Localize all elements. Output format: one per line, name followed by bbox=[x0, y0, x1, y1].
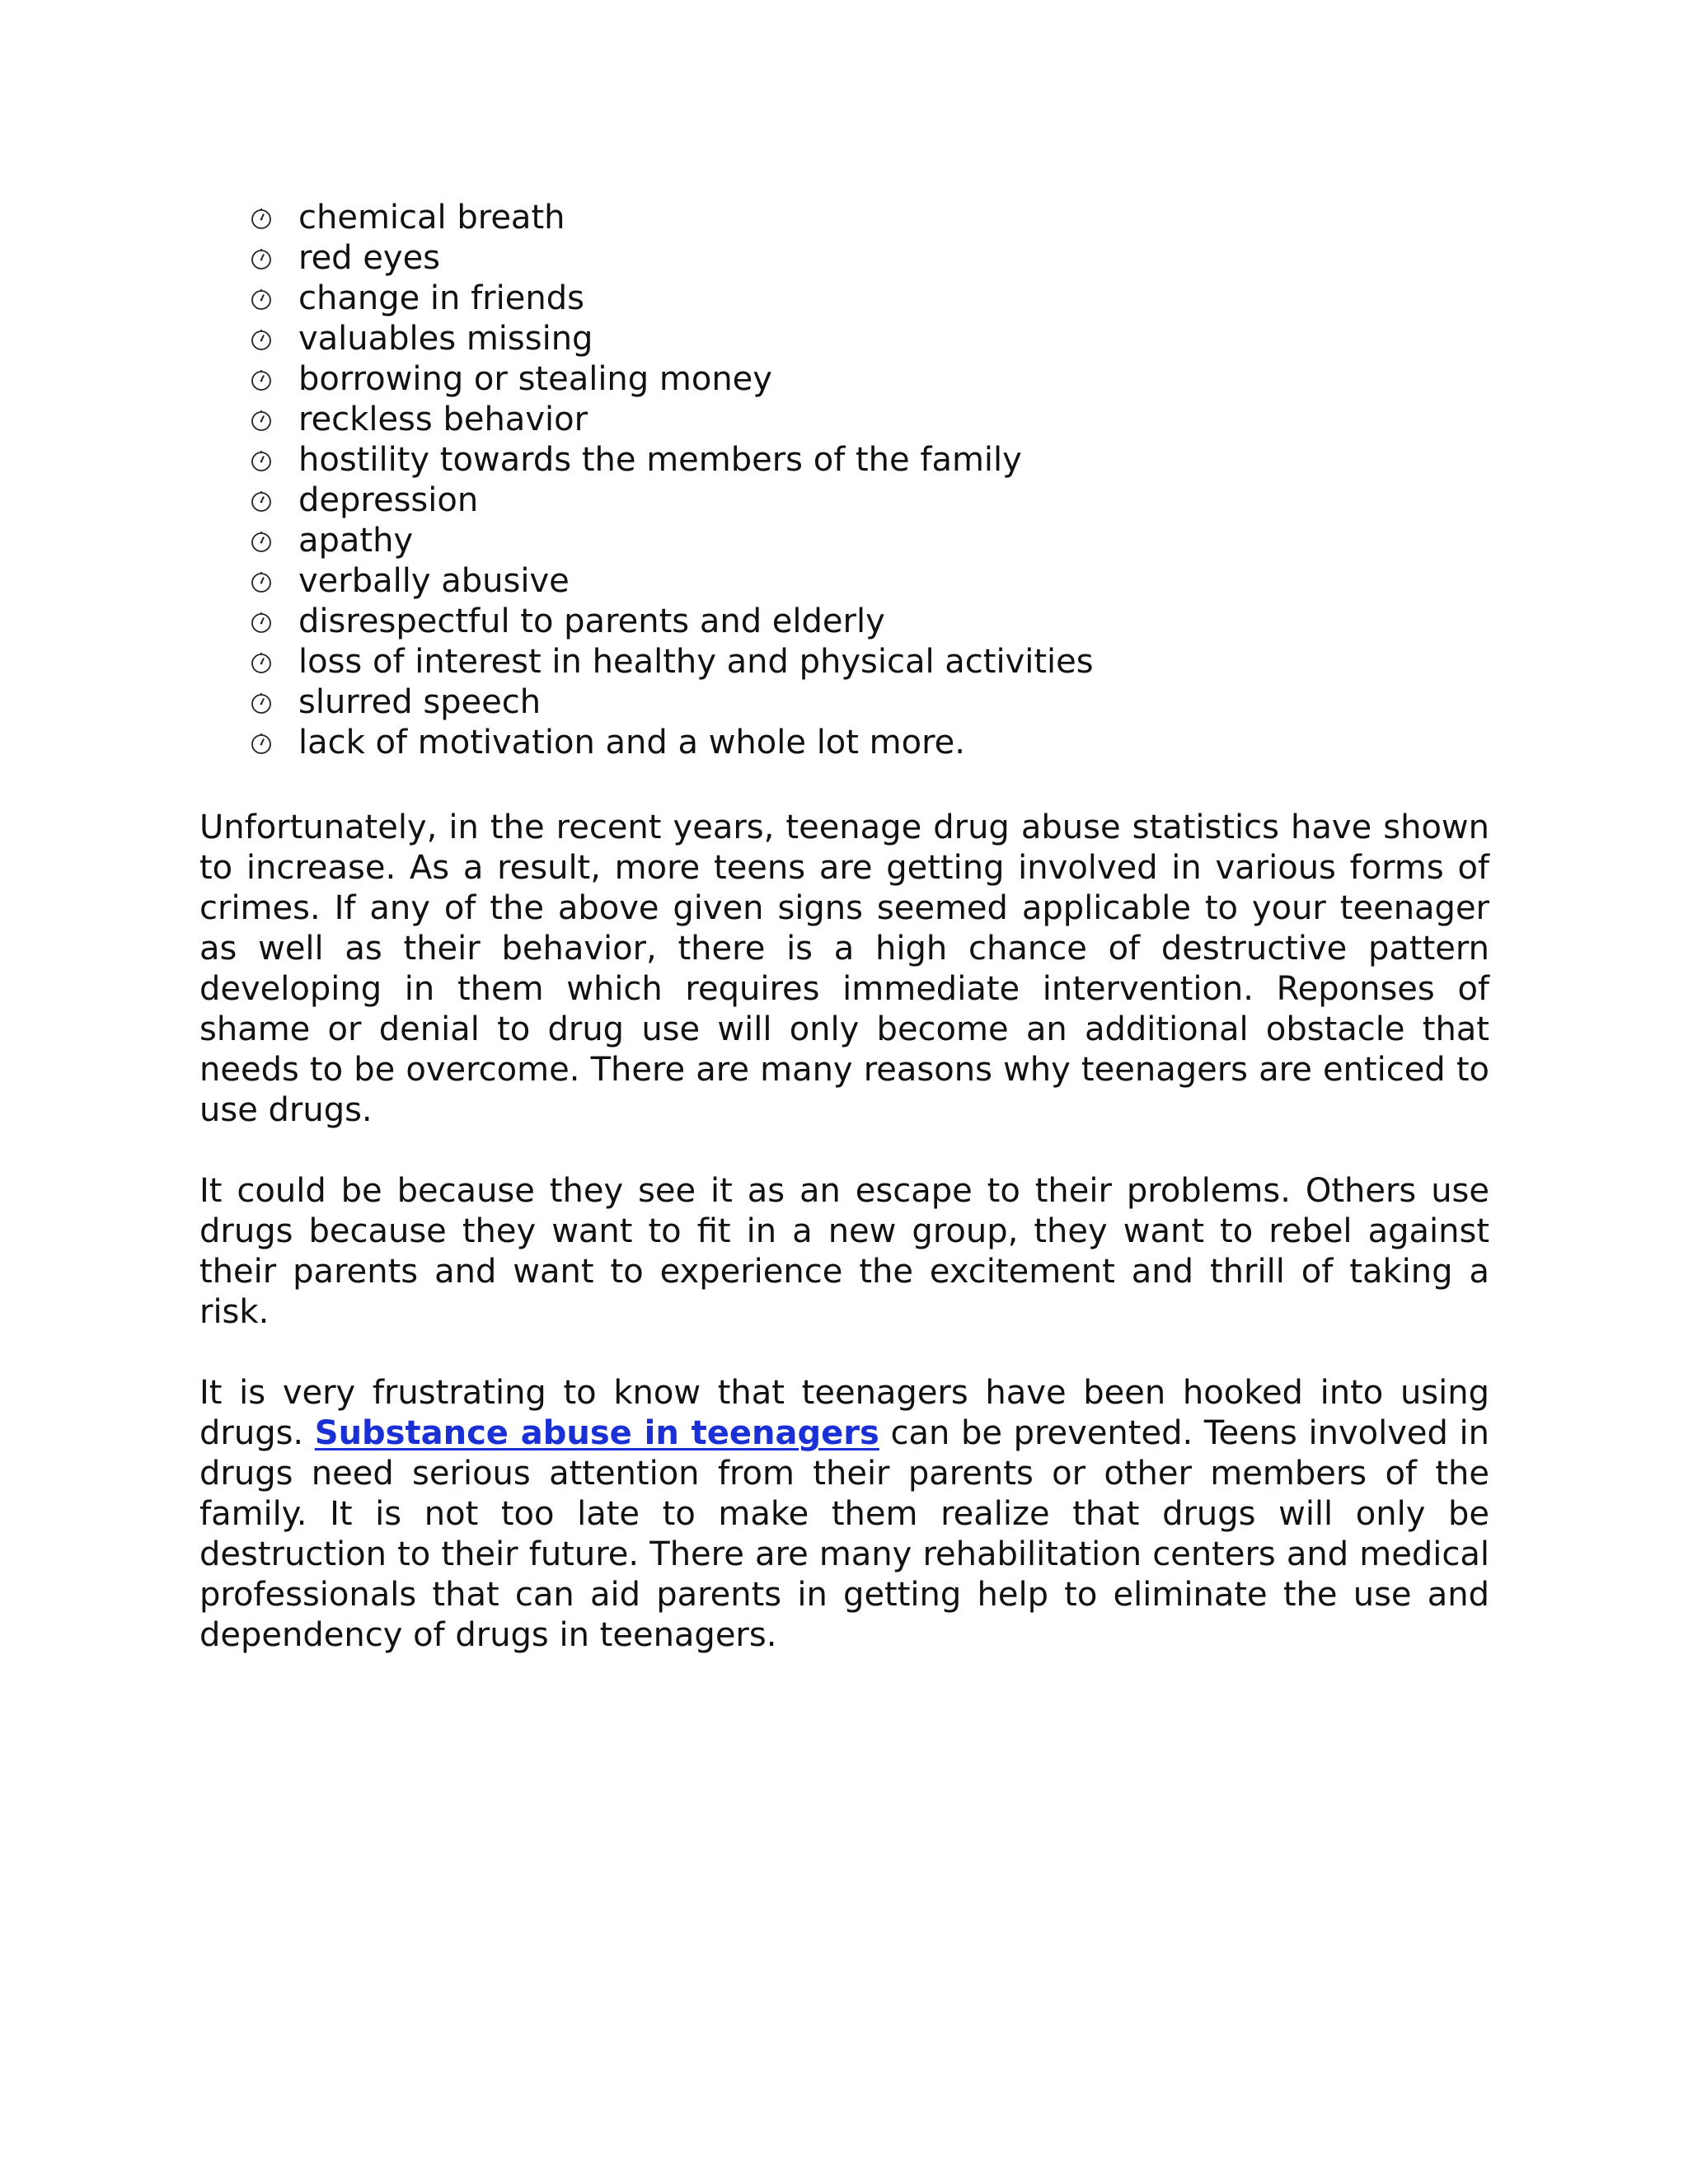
list-item bbox=[250, 682, 1489, 723]
stopwatch-icon bbox=[250, 732, 273, 755]
list-item-text: verbally abusive bbox=[298, 562, 570, 600]
list-item bbox=[250, 440, 1489, 480]
list-item-text: hostility towards the members of the family bbox=[298, 441, 1022, 479]
list-item bbox=[250, 642, 1489, 682]
list-item bbox=[250, 238, 1489, 279]
list-item-text: disrespectful to parents and elderly bbox=[298, 602, 885, 640]
list-item bbox=[250, 319, 1489, 359]
stopwatch-icon bbox=[250, 530, 273, 553]
paragraph-reasons: It could be because they see it as an escape to their problems. Others use drugs because they want to fit in a new group, they want to rebel against their parents and want to experience the excitement and thrill of taking a risk. bbox=[199, 1172, 1489, 1331]
list-item bbox=[250, 602, 1489, 642]
list-item-text: red eyes bbox=[298, 239, 441, 277]
paragraph-prevention bbox=[199, 1373, 1489, 1656]
list-item-text: apathy bbox=[298, 522, 414, 560]
paragraph-prevention-intro: It is very frustrating to know that teenagers have been hooked into using drugs. bbox=[199, 1374, 1489, 1452]
stopwatch-icon bbox=[250, 247, 273, 270]
stopwatch-icon bbox=[250, 409, 273, 432]
list-item bbox=[250, 359, 1489, 400]
list-item-text: reckless behavior bbox=[298, 401, 588, 438]
list-item bbox=[250, 521, 1489, 561]
stopwatch-icon bbox=[250, 611, 273, 634]
stopwatch-icon bbox=[250, 288, 273, 311]
list-item bbox=[250, 400, 1489, 440]
page-content bbox=[199, 198, 1489, 1696]
list-item bbox=[250, 198, 1489, 238]
list-item-text: loss of interest in healthy and physical activities bbox=[298, 643, 1094, 681]
list-item bbox=[250, 723, 1489, 763]
list-item bbox=[250, 480, 1489, 521]
list-item-text: slurred speech bbox=[298, 683, 542, 721]
stopwatch-icon bbox=[250, 328, 273, 351]
stopwatch-icon bbox=[250, 570, 273, 593]
list-item-text: change in friends bbox=[298, 279, 584, 317]
paragraph-prevention-body: can be prevented. Teens involved in drugs need serious attention from their parents or other members of the family. It is not too late to make them realize that drugs will only be destruction to their future. There are many rehabilitation centers and medical professionals that can aid parents in getting help to eliminate the use and dependency of drugs in teenagers. bbox=[199, 1414, 1489, 1654]
list-item-text: valuables missing bbox=[298, 320, 593, 358]
list-item-text: chemical breath bbox=[298, 199, 565, 237]
stopwatch-icon bbox=[250, 691, 273, 715]
list-item-text: lack of motivation and a whole lot more. bbox=[298, 724, 966, 762]
warning-signs-list bbox=[199, 198, 1489, 763]
list-item bbox=[250, 279, 1489, 319]
substance-abuse-link[interactable]: Substance abuse in teenagers bbox=[314, 1414, 879, 1452]
stopwatch-icon bbox=[250, 490, 273, 513]
stopwatch-icon bbox=[250, 368, 273, 391]
list-item-text: depression bbox=[298, 481, 479, 519]
stopwatch-icon bbox=[250, 449, 273, 472]
stopwatch-icon bbox=[250, 207, 273, 230]
stopwatch-icon bbox=[250, 651, 273, 674]
list-item-text: borrowing or stealing money bbox=[298, 360, 772, 398]
list-item bbox=[250, 561, 1489, 602]
paragraph-statistics: Unfortunately, in the recent years, teenage drug abuse statistics have shown to increase. As a result, more teens are getting involved in various forms of crimes. If any of the above given signs seemed applicable to your teenager as well as their behavior, there is a high chance of destructive pattern developing in them which requires immediate intervention. Reponses of shame or denial to drug use will only become an additional obstacle that needs to be overcome. There are many reasons why teenagers are enticed to use drugs. bbox=[199, 808, 1489, 1129]
